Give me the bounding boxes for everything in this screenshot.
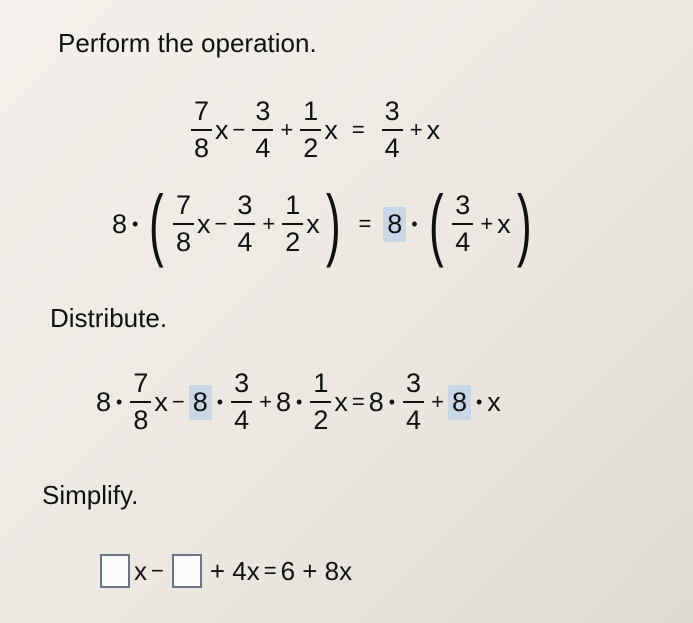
fraction-7-8: $\frac{7}{8}$ [191,98,212,162]
variable-x: x [497,208,511,239]
variable-x: x [215,114,229,145]
right-paren: ) [516,179,532,268]
variable-x: x [134,555,147,586]
plus-sign: + [480,211,494,236]
multiplier-8: 8 [96,386,112,417]
fraction-3-4: $\frac{3}{4}$ [252,98,273,162]
right-paren: ) [325,179,341,268]
answer-box-x-coefficient[interactable] [100,554,130,588]
multiply-dot: • [132,213,139,234]
equals-sign: = [351,389,365,414]
plus-sign: + [409,117,423,142]
fraction-7-8: $\frac{7}{8}$ [173,192,194,256]
equals-sign: = [358,211,372,236]
fraction-1-2: $\frac{1}{2}$ [282,192,303,256]
multiplier-8-highlighted: 8 [383,207,406,242]
original-equation [188,98,440,162]
simplify-equation [96,554,352,588]
distributed-equation [96,370,501,434]
fraction-3-4: $\frac{3}{4}$ [403,370,424,434]
left-paren: ( [149,179,164,268]
rhs-expression: 6 + 8x [280,555,353,586]
fraction-1-2: $\frac{1}{2}$ [310,370,331,434]
equals-sign: = [263,558,277,583]
minus-sign: − [214,211,228,236]
variable-x: x [324,114,338,145]
fraction-7-8: $\frac{7}{8}$ [130,370,151,434]
multiply-dot: • [475,391,483,412]
multiplier-8: 8 [275,386,291,417]
instruction-text: Perform the operation. [58,28,317,58]
left-paren: ( [428,179,444,268]
plus-4x-term: + 4x [209,555,260,586]
multiplier-8: 8 [112,208,128,239]
equals-sign: = [351,117,365,142]
answer-box-constant[interactable] [172,554,202,588]
multiply-dot: • [388,391,396,412]
variable-x: x [197,208,211,239]
minus-sign: − [232,117,246,142]
multiply-dot: • [216,391,224,412]
fraction-3-4: $\frac{3}{4}$ [452,192,473,256]
distribute-label: Distribute. [50,303,168,333]
plus-sign: + [259,389,272,414]
variable-x: x [154,386,168,417]
fraction-3-4: $\frac{3}{4}$ [382,98,403,162]
multiply-dot: • [296,391,303,412]
fraction-3-4: $\frac{3}{4}$ [231,370,252,434]
plus-sign: + [262,211,276,236]
variable-x: x [487,386,501,417]
multiplied-equation [112,179,537,268]
variable-x: x [306,208,320,239]
minus-sign: − [171,389,185,414]
plus-sign: + [431,389,444,414]
fraction-3-4: $\frac{3}{4}$ [234,192,255,256]
multiplier-8: 8 [368,386,384,417]
minus-sign: − [151,558,164,583]
variable-x: x [426,114,441,145]
variable-x: x [334,386,348,417]
multiply-dot: • [116,391,123,412]
multiplier-8-highlighted: 8 [448,385,471,420]
multiplier-8-highlighted: 8 [189,385,212,420]
multiply-dot: • [411,213,418,234]
plus-sign: + [280,117,294,142]
fraction-1-2: $\frac{1}{2}$ [300,98,321,162]
simplify-label: Simplify. [42,480,139,510]
